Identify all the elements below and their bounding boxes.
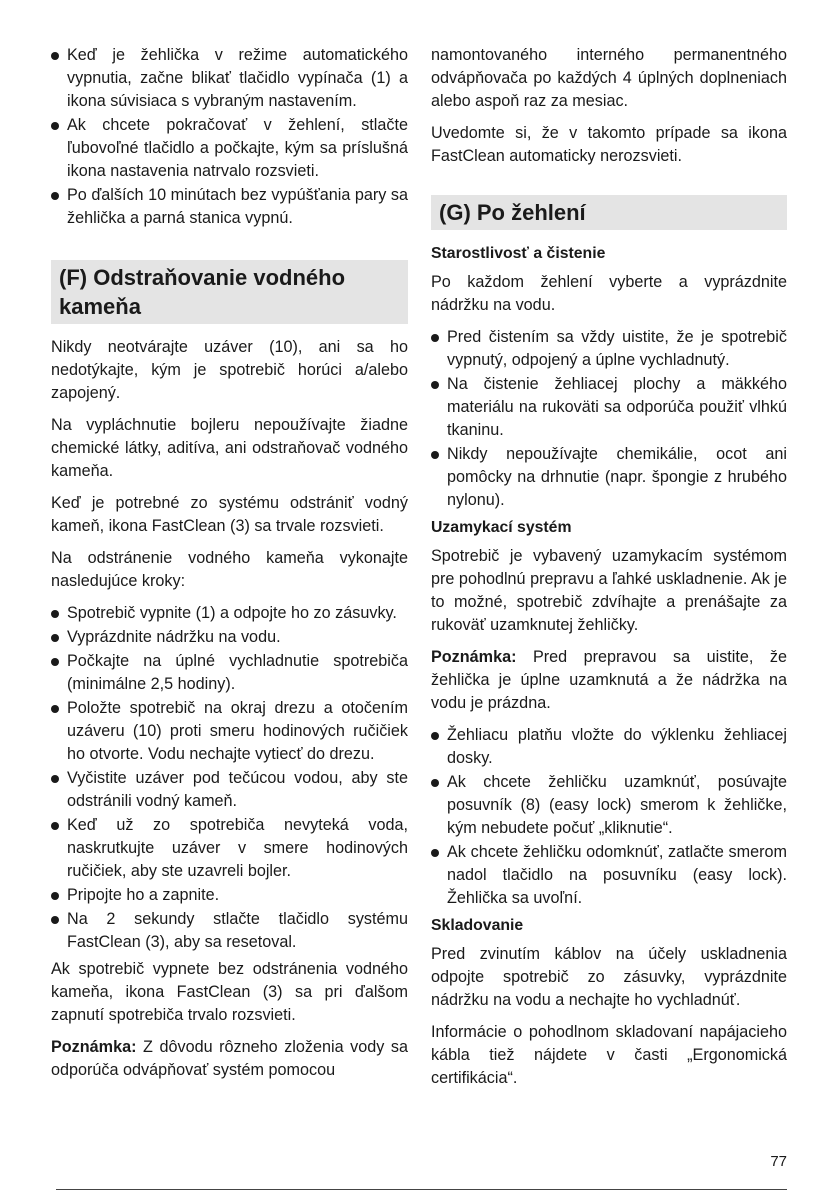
note-paragraph: Poznámka: Z dôvodu rôzneho zloženia vody sa odporúča odvápňovať systém pomocou <box>51 1038 408 1079</box>
list-item: Ak chcete žehličku odomknúť, zatlačte smerom nadol tlačidlo na posuvníku (easy lock). Žehlička sa uvoľní. <box>431 841 787 910</box>
lock-bullet-list <box>431 724 787 910</box>
auto-off-bullet-list <box>51 44 408 230</box>
note-label: Poznámka: <box>51 1038 137 1056</box>
page-number: 77 <box>770 1153 787 1170</box>
storage-heading: Skladovanie <box>431 917 524 934</box>
bullet-icon <box>431 451 439 459</box>
bullet-icon <box>51 916 59 924</box>
bullet-icon <box>51 775 59 783</box>
list-item: Nikdy nepoužívajte chemikálie, ocot ani pomôcky na drhnutie (napr. špongie z hrubého nylonu). <box>431 443 787 512</box>
bullet-icon <box>51 892 59 900</box>
note-paragraph: Poznámka: Pred prepravou sa uistite, že žehlička je úplne uzamknutá a že nádržka na vodu je prázdna. <box>431 648 787 712</box>
list-item: Vyprázdnite nádržku na vodu. <box>51 626 408 649</box>
descaling-steps-list <box>51 602 408 954</box>
list-item: Pred čistením sa vždy uistite, že je spotrebič vypnutý, odpojený a úplne vychladnutý. <box>431 326 787 372</box>
list-item: Počkajte na úplné vychladnutie spotrebiča (minimálne 2,5 hodiny). <box>51 650 408 696</box>
care-heading: Starostlivosť a čistenie <box>431 245 606 262</box>
list-item: Keď je žehlička v režime automatického vypnutia, začne blikať tlačidlo vypínača (1) a ikona súvisiaca s vybraným nastavením. <box>51 44 408 113</box>
bullet-icon <box>51 122 59 130</box>
section-g-title: (G) Po žehlení <box>431 195 787 230</box>
paragraph: Ak spotrebič vypnete bez odstránenia vodného kameňa, ikona FastClean (3) sa pri ďalšom zapnutí spotrebiča trvalo rozsvieti. <box>51 960 408 1024</box>
list-item: Ak chcete žehličku uzamknúť, posúvajte posuvník (8) (easy lock) smerom k žehličke, kým nebudete počuť „kliknutie“. <box>431 771 787 840</box>
bullet-icon <box>431 381 439 389</box>
paragraph: namontovaného interného permanentného odvápňovača po každých 4 úplných doplneniach alebo aspoň raz za mesiac. <box>431 46 787 110</box>
list-item: Na 2 sekundy stlačte tlačidlo systému FastClean (3), aby sa resetoval. <box>51 908 408 954</box>
bullet-icon <box>431 334 439 342</box>
paragraph: Na odstránenie vodného kameňa vykonajte nasledujúce kroky: <box>51 549 408 590</box>
bullet-icon <box>51 705 59 713</box>
list-item: Spotrebič vypnite (1) a odpojte ho zo zásuvky. <box>51 602 408 625</box>
bullet-icon <box>51 658 59 666</box>
bullet-icon <box>51 634 59 642</box>
right-column <box>431 44 787 1099</box>
bullet-icon <box>51 822 59 830</box>
list-item: Pripojte ho a zapnite. <box>51 884 408 907</box>
paragraph: Spotrebič je vybavený uzamykacím systémom pre pohodlnú prepravu a ľahké uskladnenie. Ak je to možné, spotrebič zdvíhajte a prenášajte za rukoväť uzamknutej žehličky. <box>431 547 787 634</box>
paragraph: Pred zvinutím káblov na účely uskladnenia odpojte spotrebič zo zásuvky, vyprázdnite nádržku na vodu a nechajte ho vychladnúť. <box>431 945 787 1009</box>
list-item: Po ďalších 10 minútach bez vypúšťania pary sa žehlička a parná stanica vypnú. <box>51 184 408 230</box>
paragraph: Na vypláchnutie bojleru nepoužívajte žiadne chemické látky, aditíva, ani odstraňovač vodného kameňa. <box>51 416 408 480</box>
bullet-icon <box>431 732 439 740</box>
list-item: Keď už zo spotrebiča nevyteká voda, naskrutkujte uzáver v smere hodinových ručičiek, aby ste uzavreli bojler. <box>51 814 408 883</box>
care-bullet-list <box>431 326 787 512</box>
bullet-icon <box>431 849 439 857</box>
list-item: Žehliacu platňu vložte do výklenku žehliacej dosky. <box>431 724 787 770</box>
left-column <box>51 44 408 1091</box>
list-item: Vyčistite uzáver pod tečúcou vodou, aby ste odstránili vodný kameň. <box>51 767 408 813</box>
lock-heading: Uzamykací systém <box>431 519 572 536</box>
note-label: Poznámka: <box>431 648 517 666</box>
footer-divider <box>56 1189 787 1190</box>
paragraph: Uvedomte si, že v takomto prípade sa ikona FastClean automaticky nerozsvieti. <box>431 124 787 165</box>
list-item: Na čistenie žehliacej plochy a mäkkého materiálu na rukoväti sa odporúča použiť vlhkú tkaninu. <box>431 373 787 442</box>
bullet-icon <box>51 192 59 200</box>
list-item: Ak chcete pokračovať v žehlení, stlačte ľubovoľné tlačidlo a počkajte, kým sa príslušná ikona nastavenia natrvalo rozsvieti. <box>51 114 408 183</box>
bullet-icon <box>51 610 59 618</box>
paragraph: Keď je potrebné zo systému odstrániť vodný kameň, ikona FastClean (3) sa trvale rozsvieti. <box>51 494 408 535</box>
paragraph: Po každom žehlení vyberte a vyprázdnite nádržku na vodu. <box>431 273 787 314</box>
bullet-icon <box>431 779 439 787</box>
paragraph: Informácie o pohodlnom skladovaní napájacieho kábla tiež nájdete v časti „Ergonomická certifikácia“. <box>431 1023 787 1087</box>
section-f-title: (F) Odstraňovanie vodného kameňa <box>51 260 408 324</box>
list-item: Položte spotrebič na okraj drezu a otočením uzáveru (10) proti smeru hodinových ručičiek ho otvorte. Vodu nechajte vytiecť do drezu. <box>51 697 408 766</box>
paragraph: Nikdy neotvárajte uzáver (10), ani sa ho nedotýkajte, kým je spotrebič horúci a/alebo zapojený. <box>51 338 408 402</box>
bullet-icon <box>51 52 59 60</box>
